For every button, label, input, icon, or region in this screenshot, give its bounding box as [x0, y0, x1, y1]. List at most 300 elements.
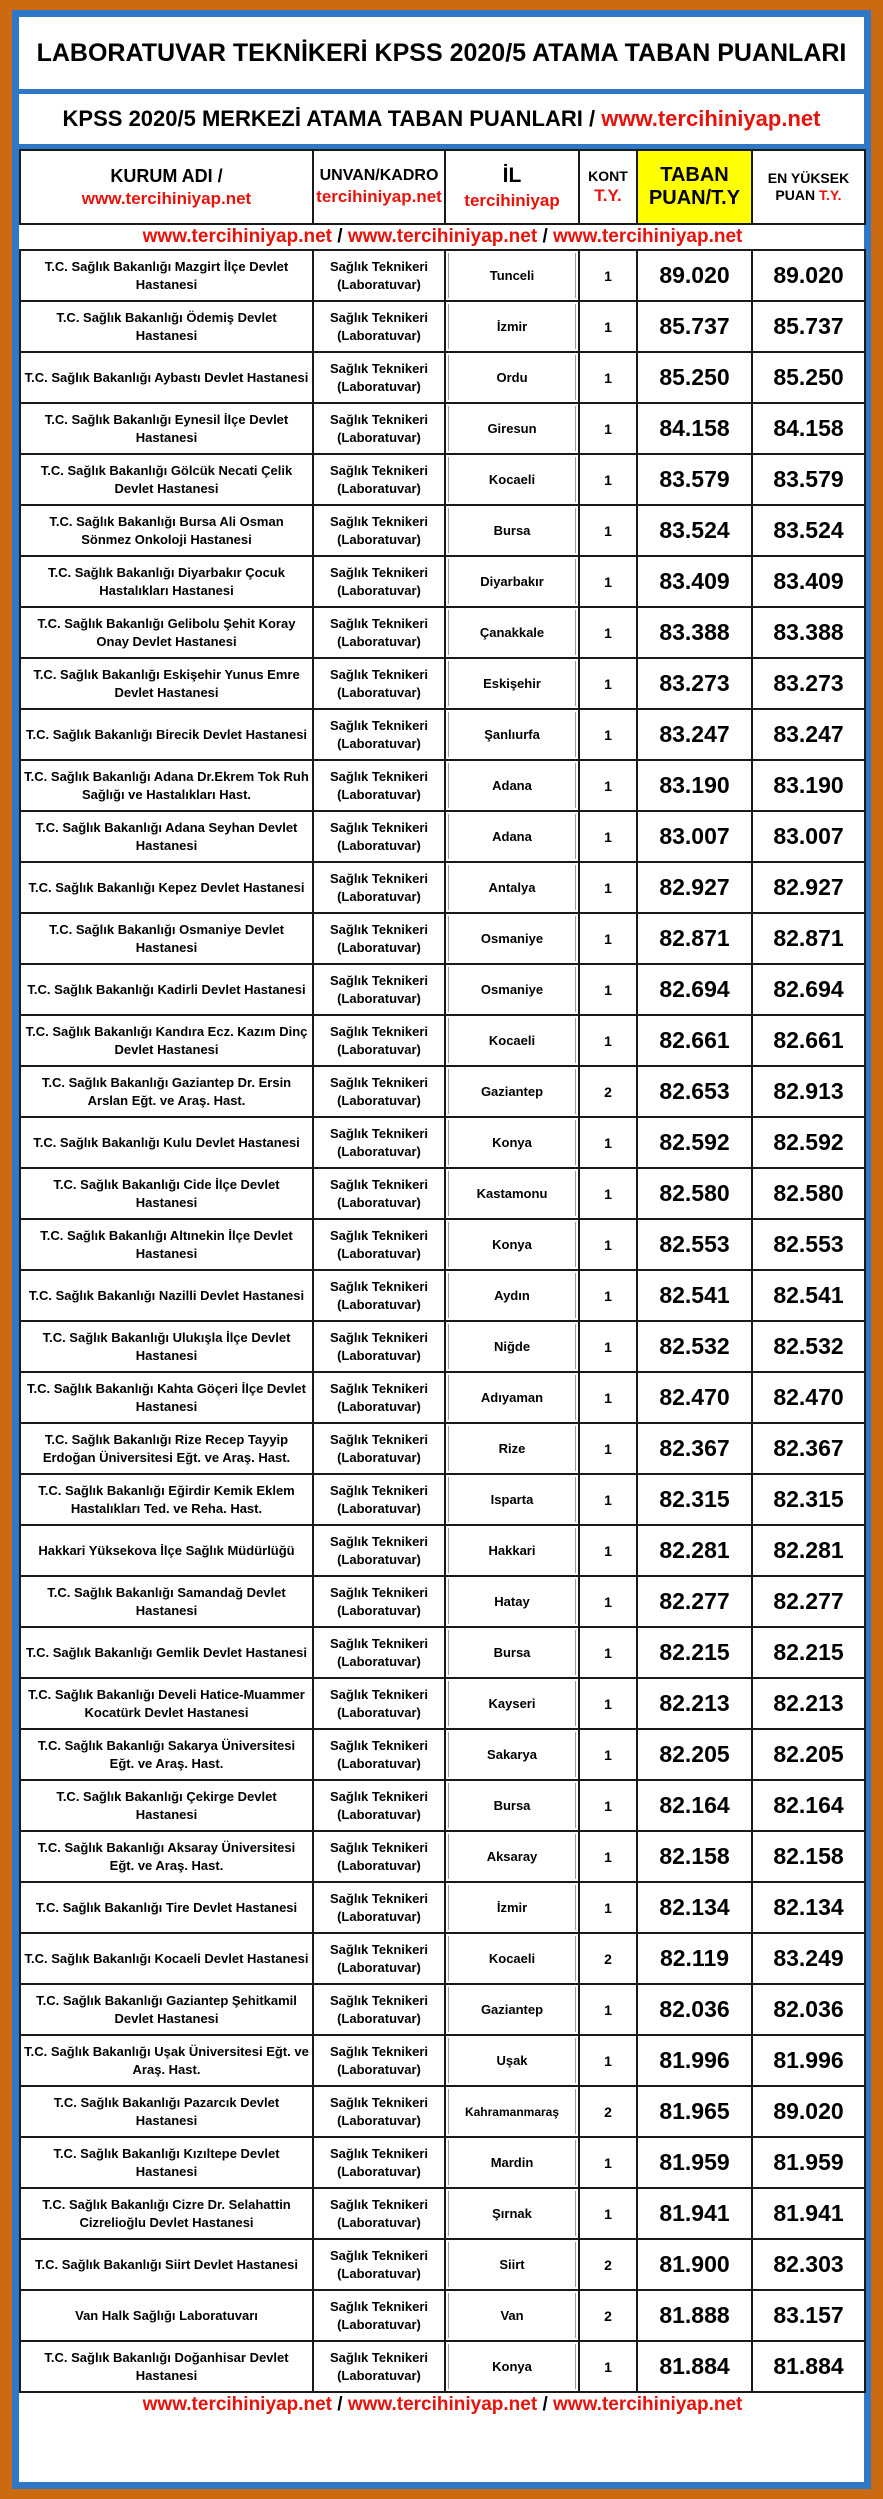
cell-eny: 85.250 [752, 352, 865, 403]
cell-kurum: T.C. Sağlık Bakanlığı Diyarbakır Çocuk Hastalıkları Hastanesi [20, 556, 313, 607]
cell-unvan: Sağlık Teknikeri (Laboratuvar) [313, 1780, 445, 1831]
cell-kont: 1 [579, 250, 637, 301]
content-panel [12, 10, 871, 2489]
il-label: Uşak [448, 2038, 576, 2083]
cell-il [445, 1831, 579, 1882]
table-row [20, 1780, 865, 1831]
cell-eny: 82.164 [752, 1780, 865, 1831]
table-row [20, 1168, 865, 1219]
cell-kont: 1 [579, 403, 637, 454]
cell-unvan: Sağlık Teknikeri (Laboratuvar) [313, 250, 445, 301]
cell-kont: 1 [579, 1474, 637, 1525]
il-label: Adana [448, 763, 576, 808]
cell-kurum: T.C. Sağlık Bakanlığı Ulukışla İlçe Devlet Hastanesi [20, 1321, 313, 1372]
cell-il [445, 1984, 579, 2035]
cell-kont: 1 [579, 1270, 637, 1321]
cell-kont: 1 [579, 1678, 637, 1729]
cell-kurum: T.C. Sağlık Bakanlığı Kızıltepe Devlet Hastanesi [20, 2137, 313, 2188]
cell-kont: 2 [579, 2290, 637, 2341]
cell-kont: 1 [579, 1780, 637, 1831]
header-eny: EN YÜKSEK PUAN T.Y. [752, 150, 865, 224]
cell-eny: 84.158 [752, 403, 865, 454]
cell-unvan: Sağlık Teknikeri (Laboratuvar) [313, 301, 445, 352]
cell-kont: 1 [579, 556, 637, 607]
table-row [20, 505, 865, 556]
table-row [20, 1576, 865, 1627]
cell-eny: 82.541 [752, 1270, 865, 1321]
il-label: Tunceli [448, 253, 576, 298]
il-label: Mardin [448, 2140, 576, 2185]
cell-taban: 84.158 [637, 403, 752, 454]
cell-unvan: Sağlık Teknikeri (Laboratuvar) [313, 811, 445, 862]
il-label: Çanakkale [448, 610, 576, 655]
cell-taban: 83.273 [637, 658, 752, 709]
cell-eny: 82.580 [752, 1168, 865, 1219]
subtitle-link[interactable]: www.tercihiniyap.net [601, 106, 821, 131]
cell-kurum: T.C. Sağlık Bakanlığı Doğanhisar Devlet Hastanesi [20, 2341, 313, 2392]
cell-il [445, 2341, 579, 2392]
cell-kont: 2 [579, 2086, 637, 2137]
cell-kurum: T.C. Sağlık Bakanlığı Kahta Göçeri İlçe Devlet Hastanesi [20, 1372, 313, 1423]
cell-eny: 82.913 [752, 1066, 865, 1117]
table-row [20, 1219, 865, 1270]
cell-il [445, 2188, 579, 2239]
table-row [20, 2341, 865, 2392]
cell-kurum: T.C. Sağlık Bakanlığı Gölcük Necati Çelik Devlet Hastanesi [20, 454, 313, 505]
cell-taban: 82.205 [637, 1729, 752, 1780]
header-il: İL tercihiniyap [445, 150, 579, 224]
banner-link[interactable]: www.tercihiniyap.net [347, 2394, 538, 2415]
cell-taban: 81.884 [637, 2341, 752, 2392]
table-row [20, 913, 865, 964]
table-row [20, 2035, 865, 2086]
cell-kont: 1 [579, 505, 637, 556]
cell-il [445, 250, 579, 301]
site-banner-top [20, 224, 865, 250]
il-label: Ordu [448, 355, 576, 400]
cell-il [445, 1372, 579, 1423]
table-row [20, 2086, 865, 2137]
cell-eny: 82.303 [752, 2239, 865, 2290]
cell-kurum: T.C. Sağlık Bakanlığı Kulu Devlet Hastanesi [20, 1117, 313, 1168]
table-row [20, 1474, 865, 1525]
table-row [20, 2239, 865, 2290]
cell-unvan: Sağlık Teknikeri (Laboratuvar) [313, 1321, 445, 1372]
cell-unvan: Sağlık Teknikeri (Laboratuvar) [313, 505, 445, 556]
cell-taban: 82.592 [637, 1117, 752, 1168]
cell-il [445, 2290, 579, 2341]
cell-il [445, 1117, 579, 1168]
cell-eny: 81.884 [752, 2341, 865, 2392]
cell-unvan: Sağlık Teknikeri (Laboratuvar) [313, 658, 445, 709]
header-taban: TABAN PUAN/T.Y [637, 150, 752, 224]
cell-eny: 82.553 [752, 1219, 865, 1270]
banner-sep: / [331, 226, 348, 247]
cell-unvan: Sağlık Teknikeri (Laboratuvar) [313, 1525, 445, 1576]
table-row [20, 658, 865, 709]
cell-unvan: Sağlık Teknikeri (Laboratuvar) [313, 1576, 445, 1627]
banner-sep: / [537, 226, 554, 247]
cell-eny: 82.532 [752, 1321, 865, 1372]
il-label: Rize [448, 1426, 576, 1471]
cell-eny: 82.592 [752, 1117, 865, 1168]
cell-kont: 1 [579, 1729, 637, 1780]
cell-kurum: T.C. Sağlık Bakanlığı Nazilli Devlet Hastanesi [20, 1270, 313, 1321]
il-label: Gaziantep [448, 1069, 576, 1114]
table-row [20, 709, 865, 760]
cell-unvan: Sağlık Teknikeri (Laboratuvar) [313, 2137, 445, 2188]
il-label: Adana [448, 814, 576, 859]
cell-eny: 82.036 [752, 1984, 865, 2035]
table-row [20, 1372, 865, 1423]
cell-eny: 82.315 [752, 1474, 865, 1525]
table-row [20, 760, 865, 811]
cell-kurum: T.C. Sağlık Bakanlığı Kandıra Ecz. Kazım Dinç Devlet Hastanesi [20, 1015, 313, 1066]
cell-taban: 82.213 [637, 1678, 752, 1729]
cell-eny: 81.941 [752, 2188, 865, 2239]
cell-taban: 83.388 [637, 607, 752, 658]
table-row [20, 964, 865, 1015]
banner-link[interactable]: www.tercihiniyap.net [142, 226, 332, 247]
cell-kurum: T.C. Sağlık Bakanlığı Develi Hatice-Muammer Kocatürk Devlet Hastanesi [20, 1678, 313, 1729]
cell-il [445, 352, 579, 403]
cell-eny: 83.409 [752, 556, 865, 607]
cell-il [445, 2035, 579, 2086]
cell-unvan: Sağlık Teknikeri (Laboratuvar) [313, 1066, 445, 1117]
table-row [20, 811, 865, 862]
cell-taban: 81.965 [637, 2086, 752, 2137]
cell-kurum: T.C. Sağlık Bakanlığı Samandağ Devlet Hastanesi [20, 1576, 313, 1627]
banner-sep: / [331, 2394, 348, 2415]
il-label: Hatay [448, 1579, 576, 1624]
cell-kont: 1 [579, 1984, 637, 2035]
cell-il [445, 709, 579, 760]
cell-il [445, 556, 579, 607]
cell-taban: 82.694 [637, 964, 752, 1015]
banner-link[interactable]: www.tercihiniyap.net [142, 2394, 332, 2415]
il-label: Bursa [448, 508, 576, 553]
cell-kont: 1 [579, 352, 637, 403]
cell-unvan: Sağlık Teknikeri (Laboratuvar) [313, 1117, 445, 1168]
page-subtitle [19, 94, 864, 149]
cell-il [445, 913, 579, 964]
cell-kurum: T.C. Sağlık Bakanlığı Adana Seyhan Devlet Hastanesi [20, 811, 313, 862]
table-row [20, 1270, 865, 1321]
cell-eny: 82.871 [752, 913, 865, 964]
cell-il [445, 1423, 579, 1474]
il-label: Niğde [448, 1324, 576, 1369]
il-label: İzmir [448, 1885, 576, 1930]
cell-taban: 83.409 [637, 556, 752, 607]
cell-taban: 82.871 [637, 913, 752, 964]
cell-il [445, 1882, 579, 1933]
table-row [20, 1678, 865, 1729]
cell-unvan: Sağlık Teknikeri (Laboratuvar) [313, 709, 445, 760]
cell-eny: 83.273 [752, 658, 865, 709]
il-label: Osmaniye [448, 967, 576, 1012]
il-label: Kastamonu [448, 1171, 576, 1216]
table-row [20, 1882, 865, 1933]
cell-taban: 82.532 [637, 1321, 752, 1372]
il-label: Kocaeli [448, 457, 576, 502]
scores-table [19, 149, 866, 2417]
cell-unvan: Sağlık Teknikeri (Laboratuvar) [313, 2035, 445, 2086]
table-row [20, 1066, 865, 1117]
cell-kurum: T.C. Sağlık Bakanlığı Uşak Üniversitesi Eğt. ve Araş. Hast. [20, 2035, 313, 2086]
cell-eny: 82.205 [752, 1729, 865, 1780]
il-label: Konya [448, 1120, 576, 1165]
cell-kurum: T.C. Sağlık Bakanlığı Kepez Devlet Hastanesi [20, 862, 313, 913]
cell-il [445, 2137, 579, 2188]
table-row [20, 862, 865, 913]
cell-unvan: Sağlık Teknikeri (Laboratuvar) [313, 1015, 445, 1066]
cell-il [445, 607, 579, 658]
il-label: Van [448, 2293, 576, 2338]
banner-link[interactable]: www.tercihiniyap.net [347, 226, 538, 247]
table-row [20, 1984, 865, 2035]
cell-eny: 89.020 [752, 250, 865, 301]
cell-unvan: Sağlık Teknikeri (Laboratuvar) [313, 1423, 445, 1474]
table-row [20, 607, 865, 658]
cell-il [445, 1525, 579, 1576]
cell-il [445, 1576, 579, 1627]
cell-taban: 89.020 [637, 250, 752, 301]
il-label: Gaziantep [448, 1987, 576, 2032]
cell-kont: 2 [579, 2239, 637, 2290]
cell-kurum: T.C. Sağlık Bakanlığı Mazgirt İlçe Devlet Hastanesi [20, 250, 313, 301]
cell-il [445, 1729, 579, 1780]
il-label: Bursa [448, 1783, 576, 1828]
cell-eny: 82.215 [752, 1627, 865, 1678]
table-row [20, 2188, 865, 2239]
cell-kont: 1 [579, 2035, 637, 2086]
il-label: Şırnak [448, 2191, 576, 2236]
cell-kont: 1 [579, 1321, 637, 1372]
cell-eny: 83.157 [752, 2290, 865, 2341]
cell-kont: 1 [579, 2137, 637, 2188]
table-row [20, 2290, 865, 2341]
cell-unvan: Sağlık Teknikeri (Laboratuvar) [313, 1729, 445, 1780]
cell-eny: 83.190 [752, 760, 865, 811]
cell-unvan: Sağlık Teknikeri (Laboratuvar) [313, 454, 445, 505]
cell-unvan: Sağlık Teknikeri (Laboratuvar) [313, 913, 445, 964]
cell-taban: 82.661 [637, 1015, 752, 1066]
cell-taban: 82.036 [637, 1984, 752, 2035]
cell-il [445, 1066, 579, 1117]
cell-kurum: T.C. Sağlık Bakanlığı Cide İlçe Devlet Hastanesi [20, 1168, 313, 1219]
il-label: Giresun [448, 406, 576, 451]
cell-unvan: Sağlık Teknikeri (Laboratuvar) [313, 1627, 445, 1678]
cell-taban: 82.927 [637, 862, 752, 913]
table-row [20, 1117, 865, 1168]
cell-unvan: Sağlık Teknikeri (Laboratuvar) [313, 862, 445, 913]
cell-eny: 85.737 [752, 301, 865, 352]
cell-unvan: Sağlık Teknikeri (Laboratuvar) [313, 403, 445, 454]
cell-kurum: T.C. Sağlık Bakanlığı Eynesil İlçe Devlet Hastanesi [20, 403, 313, 454]
il-label: Şanlıurfa [448, 712, 576, 757]
cell-kurum: T.C. Sağlık Bakanlığı Ödemiş Devlet Hastanesi [20, 301, 313, 352]
banner-link[interactable]: www.tercihiniyap.net [553, 2394, 743, 2415]
table-row [20, 1831, 865, 1882]
cell-kont: 1 [579, 1423, 637, 1474]
cell-taban: 83.579 [637, 454, 752, 505]
il-label: Kocaeli [448, 1936, 576, 1981]
il-label: Osmaniye [448, 916, 576, 961]
cell-taban: 82.164 [637, 1780, 752, 1831]
cell-kont: 1 [579, 454, 637, 505]
cell-eny: 83.247 [752, 709, 865, 760]
table-row [20, 352, 865, 403]
cell-il [445, 2086, 579, 2137]
il-label: Antalya [448, 865, 576, 910]
cell-kont: 1 [579, 760, 637, 811]
cell-kurum: T.C. Sağlık Bakanlığı Kadirli Devlet Hastanesi [20, 964, 313, 1015]
cell-kurum: T.C. Sağlık Bakanlığı Birecik Devlet Hastanesi [20, 709, 313, 760]
il-label: Aksaray [448, 1834, 576, 1879]
cell-taban: 81.996 [637, 2035, 752, 2086]
cell-taban: 82.215 [637, 1627, 752, 1678]
table-row [20, 1525, 865, 1576]
cell-unvan: Sağlık Teknikeri (Laboratuvar) [313, 1372, 445, 1423]
cell-kont: 1 [579, 1831, 637, 1882]
cell-taban: 82.281 [637, 1525, 752, 1576]
cell-unvan: Sağlık Teknikeri (Laboratuvar) [313, 2086, 445, 2137]
cell-kont: 1 [579, 1117, 637, 1168]
cell-eny: 89.020 [752, 2086, 865, 2137]
cell-taban: 81.888 [637, 2290, 752, 2341]
cell-kurum: T.C. Sağlık Bakanlığı Siirt Devlet Hastanesi [20, 2239, 313, 2290]
cell-kurum: T.C. Sağlık Bakanlığı Aksaray Üniversitesi Eğt. ve Araş. Hast. [20, 1831, 313, 1882]
il-label: Diyarbakır [448, 559, 576, 604]
header-unvan: UNVAN/KADRO tercihiniyap.net [313, 150, 445, 224]
cell-eny: 82.927 [752, 862, 865, 913]
banner-link[interactable]: www.tercihiniyap.net [553, 226, 743, 247]
cell-il [445, 1933, 579, 1984]
cell-kurum: T.C. Sağlık Bakanlığı Bursa Ali Osman Sönmez Onkoloji Hastanesi [20, 505, 313, 556]
il-label: Kocaeli [448, 1018, 576, 1063]
cell-kurum: T.C. Sağlık Bakanlığı Adana Dr.Ekrem Tok Ruh Sağlığı ve Hastalıkları Hast. [20, 760, 313, 811]
il-label: Konya [448, 2344, 576, 2389]
cell-taban: 82.119 [637, 1933, 752, 1984]
table-row [20, 556, 865, 607]
cell-kont: 1 [579, 964, 637, 1015]
cell-eny: 81.959 [752, 2137, 865, 2188]
il-label: Eskişehir [448, 661, 576, 706]
cell-taban: 81.959 [637, 2137, 752, 2188]
cell-il [445, 760, 579, 811]
table-row [20, 403, 865, 454]
cell-kurum: T.C. Sağlık Bakanlığı Aybastı Devlet Hastanesi [20, 352, 313, 403]
cell-eny: 82.661 [752, 1015, 865, 1066]
cell-eny: 82.281 [752, 1525, 865, 1576]
cell-il [445, 1015, 579, 1066]
cell-unvan: Sağlık Teknikeri (Laboratuvar) [313, 1882, 445, 1933]
table-row [20, 1015, 865, 1066]
il-label: Kahramanmaraş [448, 2089, 576, 2134]
cell-unvan: Sağlık Teknikeri (Laboratuvar) [313, 2290, 445, 2341]
table-row [20, 1933, 865, 1984]
subtitle-text: KPSS 2020/5 MERKEZİ ATAMA TABAN PUANLARI / [62, 106, 596, 131]
table-header-row [20, 150, 865, 224]
cell-kurum: T.C. Sağlık Bakanlığı Cizre Dr. Selahattin Cizrelioğlu Devlet Hastanesi [20, 2188, 313, 2239]
cell-kont: 2 [579, 1066, 637, 1117]
cell-eny: 83.579 [752, 454, 865, 505]
cell-unvan: Sağlık Teknikeri (Laboratuvar) [313, 1270, 445, 1321]
cell-il [445, 1627, 579, 1678]
cell-il [445, 403, 579, 454]
cell-il [445, 1678, 579, 1729]
cell-unvan: Sağlık Teknikeri (Laboratuvar) [313, 2239, 445, 2290]
cell-unvan: Sağlık Teknikeri (Laboratuvar) [313, 352, 445, 403]
cell-kurum: T.C. Sağlık Bakanlığı Gaziantep Dr. Ersin Arslan Eğt. ve Araş. Hast. [20, 1066, 313, 1117]
cell-kont: 1 [579, 1372, 637, 1423]
cell-taban: 82.134 [637, 1882, 752, 1933]
cell-unvan: Sağlık Teknikeri (Laboratuvar) [313, 556, 445, 607]
cell-unvan: Sağlık Teknikeri (Laboratuvar) [313, 607, 445, 658]
cell-taban: 82.367 [637, 1423, 752, 1474]
cell-kont: 1 [579, 301, 637, 352]
cell-kurum: T.C. Sağlık Bakanlığı Kocaeli Devlet Hastanesi [20, 1933, 313, 1984]
cell-taban: 81.941 [637, 2188, 752, 2239]
cell-kurum: T.C. Sağlık Bakanlığı Çekirge Devlet Hastanesi [20, 1780, 313, 1831]
cell-kurum: T.C. Sağlık Bakanlığı Gemlik Devlet Hastanesi [20, 1627, 313, 1678]
cell-kont: 1 [579, 811, 637, 862]
cell-kont: 1 [579, 709, 637, 760]
cell-kont: 1 [579, 1882, 637, 1933]
cell-il [445, 862, 579, 913]
cell-taban: 82.653 [637, 1066, 752, 1117]
cell-kurum: T.C. Sağlık Bakanlığı Eğirdir Kemik Eklem Hastalıkları Ted. ve Reha. Hast. [20, 1474, 313, 1525]
cell-kont: 1 [579, 658, 637, 709]
cell-kont: 1 [579, 913, 637, 964]
cell-kont: 1 [579, 1576, 637, 1627]
cell-taban: 82.541 [637, 1270, 752, 1321]
cell-kurum: Hakkari Yüksekova İlçe Sağlık Müdürlüğü [20, 1525, 313, 1576]
cell-eny: 83.007 [752, 811, 865, 862]
cell-taban: 82.277 [637, 1576, 752, 1627]
cell-taban: 82.158 [637, 1831, 752, 1882]
cell-taban: 83.524 [637, 505, 752, 556]
cell-eny: 82.470 [752, 1372, 865, 1423]
table-row [20, 454, 865, 505]
header-kurum: KURUM ADI / www.tercihiniyap.net [20, 150, 313, 224]
il-label: İzmir [448, 304, 576, 349]
cell-eny: 82.367 [752, 1423, 865, 1474]
cell-eny: 82.213 [752, 1678, 865, 1729]
il-label: Bursa [448, 1630, 576, 1675]
il-label: Aydın [448, 1273, 576, 1318]
il-label: Siirt [448, 2242, 576, 2287]
cell-taban: 81.900 [637, 2239, 752, 2290]
site-banner-bottom [20, 2392, 865, 2417]
il-label: Hakkari [448, 1528, 576, 1573]
cell-eny: 82.277 [752, 1576, 865, 1627]
il-label: Isparta [448, 1477, 576, 1522]
cell-unvan: Sağlık Teknikeri (Laboratuvar) [313, 964, 445, 1015]
cell-eny: 83.524 [752, 505, 865, 556]
cell-kont: 1 [579, 607, 637, 658]
cell-kont: 1 [579, 1627, 637, 1678]
cell-kont: 1 [579, 1168, 637, 1219]
cell-taban: 83.190 [637, 760, 752, 811]
cell-kurum: T.C. Sağlık Bakanlığı Rize Recep Tayyip Erdoğan Üniversitesi Eğt. ve Araş. Hast. [20, 1423, 313, 1474]
cell-taban: 85.737 [637, 301, 752, 352]
cell-il [445, 964, 579, 1015]
cell-eny: 83.249 [752, 1933, 865, 1984]
cell-kont: 1 [579, 2188, 637, 2239]
banner-sep: / [537, 2394, 554, 2415]
cell-kurum: T.C. Sağlık Bakanlığı Gaziantep Şehitkamil Devlet Hastanesi [20, 1984, 313, 2035]
